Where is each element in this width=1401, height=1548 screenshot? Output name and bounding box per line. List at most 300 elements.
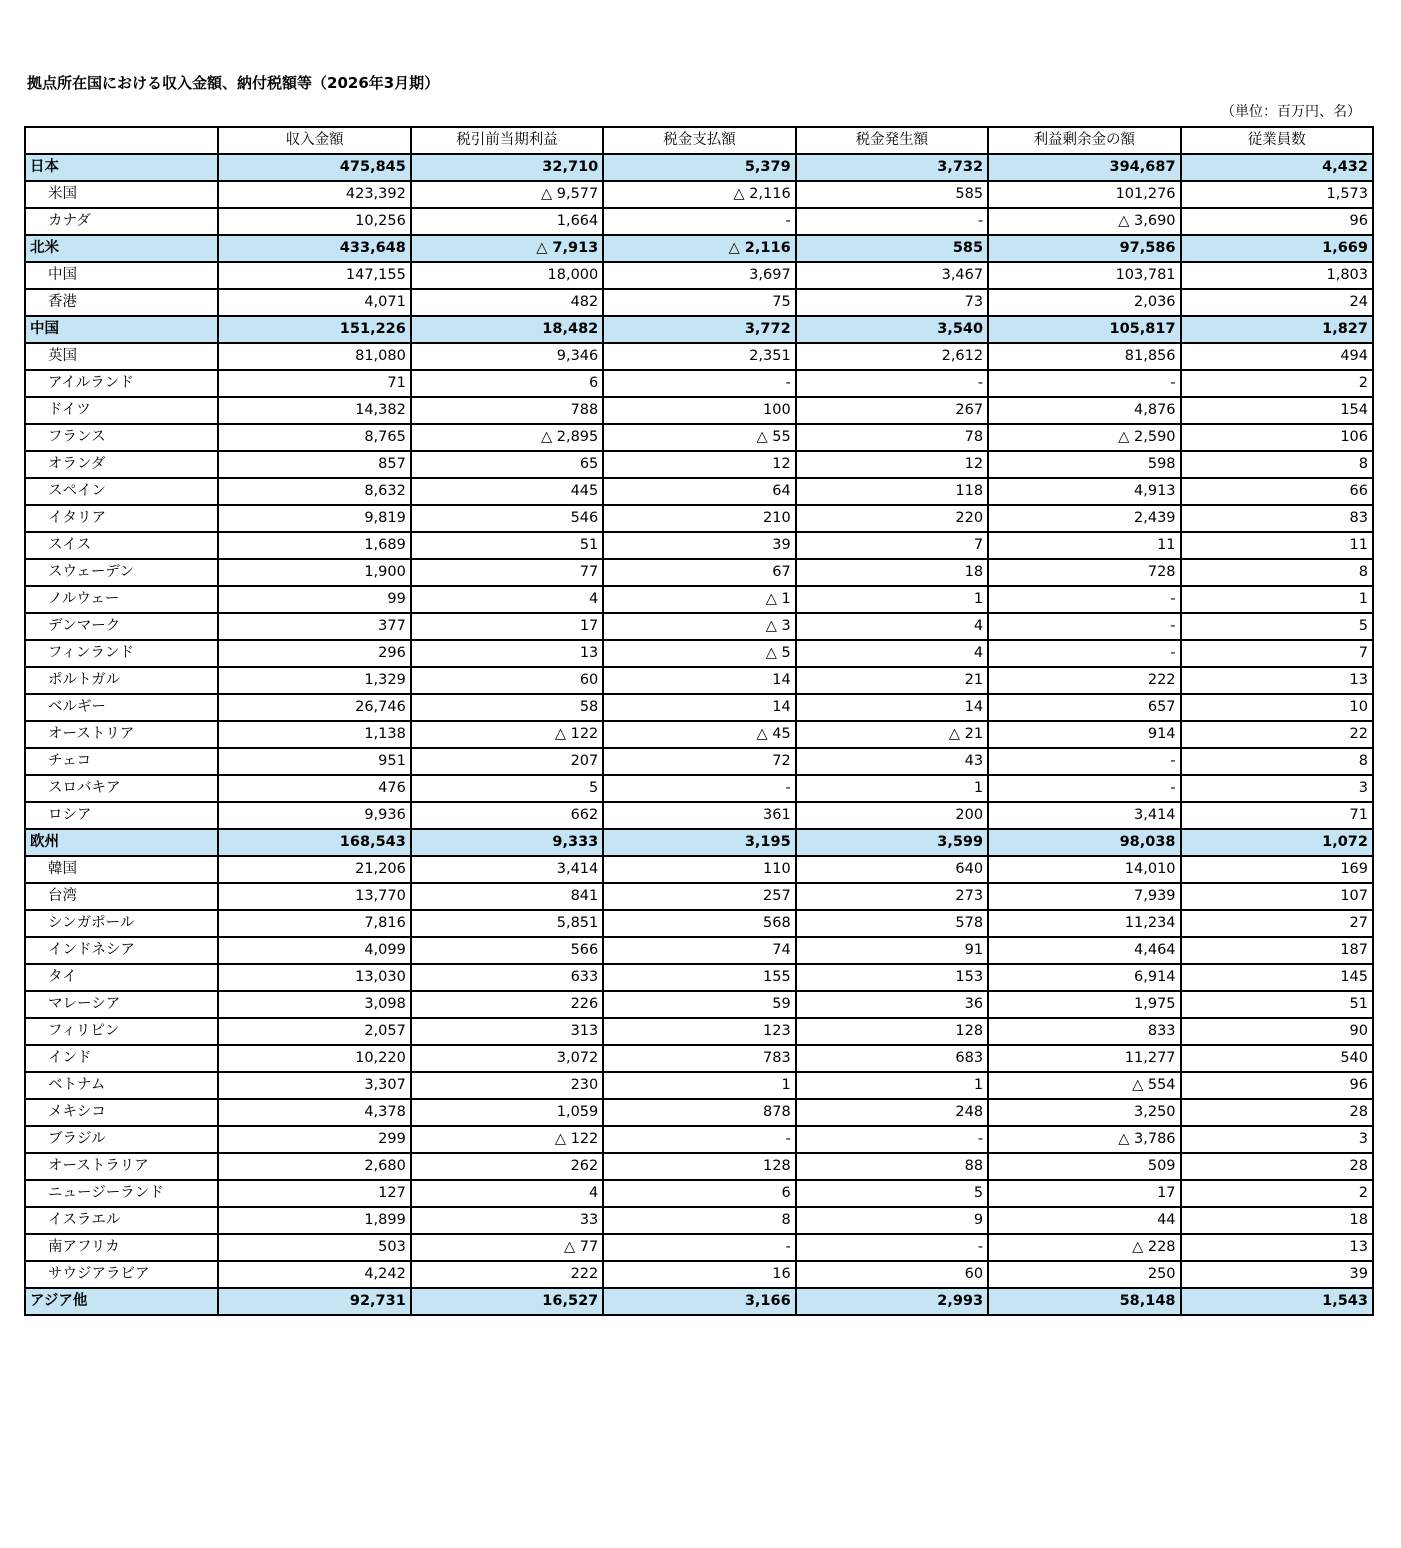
country-name: マレーシア [25, 991, 218, 1018]
cell-tax-accrued: 60 [796, 1261, 988, 1288]
cell-pretax-profit: △ 9,577 [411, 181, 603, 208]
cell-tax-paid: 3,772 [603, 316, 795, 343]
cell-retained-earnings: 4,876 [988, 397, 1180, 424]
cell-employees: 540 [1181, 1045, 1373, 1072]
cell-pretax-profit: 222 [411, 1261, 603, 1288]
cell-revenue: 503 [218, 1234, 410, 1261]
cell-tax-accrued: 14 [796, 694, 988, 721]
cell-pretax-profit: 18,482 [411, 316, 603, 343]
cell-tax-paid: 155 [603, 964, 795, 991]
cell-employees: 28 [1181, 1099, 1373, 1126]
table-row [25, 856, 1373, 883]
cell-tax-accrued: 21 [796, 667, 988, 694]
table-row [25, 505, 1373, 532]
cell-pretax-profit: 1,664 [411, 208, 603, 235]
cell-pretax-profit: △ 77 [411, 1234, 603, 1261]
cell-pretax-profit: 16,527 [411, 1288, 603, 1315]
cell-tax-paid: - [603, 1126, 795, 1153]
cell-retained-earnings: △ 3,786 [988, 1126, 1180, 1153]
cell-tax-paid: - [603, 775, 795, 802]
country-name: ベトナム [25, 1072, 218, 1099]
cell-revenue: 476 [218, 775, 410, 802]
cell-tax-accrued: △ 21 [796, 721, 988, 748]
cell-revenue: 1,689 [218, 532, 410, 559]
cell-tax-paid: 6 [603, 1180, 795, 1207]
cell-revenue: 168,543 [218, 829, 410, 856]
cell-tax-accrued: 2,993 [796, 1288, 988, 1315]
cell-employees: 10 [1181, 694, 1373, 721]
cell-retained-earnings: - [988, 775, 1180, 802]
cell-employees: 1,803 [1181, 262, 1373, 289]
cell-tax-paid: 14 [603, 694, 795, 721]
cell-tax-paid: 74 [603, 937, 795, 964]
cell-retained-earnings: 657 [988, 694, 1180, 721]
cell-tax-paid: - [603, 208, 795, 235]
country-name: 英国 [25, 343, 218, 370]
cell-revenue: 4,242 [218, 1261, 410, 1288]
cell-retained-earnings: 14,010 [988, 856, 1180, 883]
cell-pretax-profit: 60 [411, 667, 603, 694]
cell-tax-paid: △ 2,116 [603, 235, 795, 262]
cell-employees: 83 [1181, 505, 1373, 532]
cell-tax-accrued: 578 [796, 910, 988, 937]
table-row [25, 721, 1373, 748]
subtotal-row [25, 154, 1373, 181]
table-row [25, 667, 1373, 694]
cell-tax-accrued: 73 [796, 289, 988, 316]
subtotal-row [25, 1288, 1373, 1315]
cell-tax-paid: 361 [603, 802, 795, 829]
cell-tax-accrued: 200 [796, 802, 988, 829]
cell-revenue: 10,256 [218, 208, 410, 235]
cell-tax-paid: 75 [603, 289, 795, 316]
cell-employees: 1,573 [1181, 181, 1373, 208]
cell-revenue: 9,819 [218, 505, 410, 532]
cell-pretax-profit: 6 [411, 370, 603, 397]
cell-revenue: 3,307 [218, 1072, 410, 1099]
cell-revenue: 92,731 [218, 1288, 410, 1315]
cell-employees: 96 [1181, 208, 1373, 235]
cell-tax-accrued: 118 [796, 478, 988, 505]
cell-pretax-profit: 230 [411, 1072, 603, 1099]
cell-retained-earnings: 17 [988, 1180, 1180, 1207]
table-row [25, 262, 1373, 289]
table-row [25, 802, 1373, 829]
cell-tax-accrued: 248 [796, 1099, 988, 1126]
cell-employees: 13 [1181, 667, 1373, 694]
cell-retained-earnings: 4,464 [988, 937, 1180, 964]
region-name: 中国 [25, 316, 218, 343]
table-row [25, 586, 1373, 613]
cell-pretax-profit: △ 2,895 [411, 424, 603, 451]
cell-tax-accrued: 3,599 [796, 829, 988, 856]
country-name: フィンランド [25, 640, 218, 667]
country-tax-table [24, 126, 1374, 1316]
table-row [25, 208, 1373, 235]
country-name: ニュージーランド [25, 1180, 218, 1207]
cell-tax-accrued: 7 [796, 532, 988, 559]
cell-employees: 154 [1181, 397, 1373, 424]
country-name: スペイン [25, 478, 218, 505]
cell-pretax-profit: 32,710 [411, 154, 603, 181]
cell-tax-paid: △ 55 [603, 424, 795, 451]
cell-tax-paid: 100 [603, 397, 795, 424]
cell-revenue: 8,765 [218, 424, 410, 451]
cell-pretax-profit: 262 [411, 1153, 603, 1180]
header-retained-earnings: 利益剰余金の額 [988, 127, 1180, 154]
country-name: 台湾 [25, 883, 218, 910]
cell-retained-earnings: - [988, 640, 1180, 667]
header-employees: 従業員数 [1181, 127, 1373, 154]
header-tax-paid: 税金支払額 [603, 127, 795, 154]
cell-revenue: 857 [218, 451, 410, 478]
cell-employees: 2 [1181, 1180, 1373, 1207]
unit-label: （単位：百万円、名） [1221, 104, 1361, 120]
cell-revenue: 71 [218, 370, 410, 397]
table-row [25, 613, 1373, 640]
cell-tax-paid: 12 [603, 451, 795, 478]
cell-pretax-profit: 9,333 [411, 829, 603, 856]
cell-revenue: 147,155 [218, 262, 410, 289]
table-row [25, 559, 1373, 586]
cell-tax-accrued: 3,467 [796, 262, 988, 289]
cell-retained-earnings: - [988, 370, 1180, 397]
country-name: 韓国 [25, 856, 218, 883]
cell-tax-accrued: 1 [796, 1072, 988, 1099]
country-name: 南アフリカ [25, 1234, 218, 1261]
region-name: 日本 [25, 154, 218, 181]
cell-tax-paid: 3,195 [603, 829, 795, 856]
cell-pretax-profit: 788 [411, 397, 603, 424]
subtotal-row [25, 235, 1373, 262]
cell-retained-earnings: 105,817 [988, 316, 1180, 343]
cell-tax-paid: 257 [603, 883, 795, 910]
cell-revenue: 99 [218, 586, 410, 613]
cell-revenue: 475,845 [218, 154, 410, 181]
cell-revenue: 3,098 [218, 991, 410, 1018]
cell-revenue: 151,226 [218, 316, 410, 343]
cell-employees: 169 [1181, 856, 1373, 883]
cell-retained-earnings: - [988, 586, 1180, 613]
cell-retained-earnings: 97,586 [988, 235, 1180, 262]
cell-retained-earnings: 3,414 [988, 802, 1180, 829]
cell-employees: 107 [1181, 883, 1373, 910]
cell-revenue: 299 [218, 1126, 410, 1153]
cell-tax-accrued: 5 [796, 1180, 988, 1207]
cell-employees: 11 [1181, 532, 1373, 559]
cell-revenue: 296 [218, 640, 410, 667]
table-row [25, 910, 1373, 937]
cell-tax-paid: 878 [603, 1099, 795, 1126]
region-name: アジア他 [25, 1288, 218, 1315]
cell-pretax-profit: 546 [411, 505, 603, 532]
cell-tax-paid: 5,379 [603, 154, 795, 181]
table-row [25, 343, 1373, 370]
country-name: イスラエル [25, 1207, 218, 1234]
cell-tax-paid: 110 [603, 856, 795, 883]
cell-tax-accrued: 12 [796, 451, 988, 478]
region-name: 欧州 [25, 829, 218, 856]
cell-employees: 1,669 [1181, 235, 1373, 262]
cell-revenue: 4,378 [218, 1099, 410, 1126]
table-body [25, 154, 1373, 1315]
country-name: デンマーク [25, 613, 218, 640]
country-name: ドイツ [25, 397, 218, 424]
cell-revenue: 9,936 [218, 802, 410, 829]
cell-retained-earnings: 509 [988, 1153, 1180, 1180]
cell-retained-earnings: 103,781 [988, 262, 1180, 289]
cell-revenue: 21,206 [218, 856, 410, 883]
cell-pretax-profit: 13 [411, 640, 603, 667]
cell-employees: 187 [1181, 937, 1373, 964]
cell-revenue: 951 [218, 748, 410, 775]
cell-employees: 66 [1181, 478, 1373, 505]
country-name: メキシコ [25, 1099, 218, 1126]
cell-pretax-profit: 313 [411, 1018, 603, 1045]
cell-employees: 106 [1181, 424, 1373, 451]
cell-revenue: 377 [218, 613, 410, 640]
country-name: イタリア [25, 505, 218, 532]
cell-revenue: 2,680 [218, 1153, 410, 1180]
table-row [25, 181, 1373, 208]
table-row [25, 424, 1373, 451]
cell-pretax-profit: 58 [411, 694, 603, 721]
cell-pretax-profit: 226 [411, 991, 603, 1018]
cell-employees: 71 [1181, 802, 1373, 829]
cell-pretax-profit: 207 [411, 748, 603, 775]
cell-retained-earnings: △ 2,590 [988, 424, 1180, 451]
cell-pretax-profit: 4 [411, 586, 603, 613]
cell-tax-accrued: - [796, 1234, 988, 1261]
cell-tax-accrued: 585 [796, 235, 988, 262]
cell-employees: 145 [1181, 964, 1373, 991]
table-row [25, 964, 1373, 991]
cell-pretax-profit: 5 [411, 775, 603, 802]
cell-retained-earnings: 914 [988, 721, 1180, 748]
cell-pretax-profit: 33 [411, 1207, 603, 1234]
cell-pretax-profit: 18,000 [411, 262, 603, 289]
country-name: タイ [25, 964, 218, 991]
cell-tax-accrued: 1 [796, 586, 988, 613]
cell-employees: 8 [1181, 451, 1373, 478]
cell-pretax-profit: 3,414 [411, 856, 603, 883]
country-name: ベルギー [25, 694, 218, 721]
cell-pretax-profit: 633 [411, 964, 603, 991]
cell-revenue: 4,099 [218, 937, 410, 964]
table-row [25, 532, 1373, 559]
cell-pretax-profit: 445 [411, 478, 603, 505]
cell-tax-paid: 128 [603, 1153, 795, 1180]
table-row [25, 748, 1373, 775]
country-name: オーストラリア [25, 1153, 218, 1180]
cell-retained-earnings: - [988, 613, 1180, 640]
country-name: スウェーデン [25, 559, 218, 586]
cell-tax-paid: 1 [603, 1072, 795, 1099]
table-row [25, 289, 1373, 316]
cell-revenue: 81,080 [218, 343, 410, 370]
cell-retained-earnings: 101,276 [988, 181, 1180, 208]
cell-retained-earnings: 7,939 [988, 883, 1180, 910]
cell-employees: 3 [1181, 1126, 1373, 1153]
cell-pretax-profit: △ 122 [411, 1126, 603, 1153]
cell-tax-accrued: - [796, 208, 988, 235]
cell-tax-accrued: 153 [796, 964, 988, 991]
cell-pretax-profit: △ 122 [411, 721, 603, 748]
cell-employees: 27 [1181, 910, 1373, 937]
cell-retained-earnings: 250 [988, 1261, 1180, 1288]
cell-pretax-profit: 9,346 [411, 343, 603, 370]
cell-tax-paid: 2,351 [603, 343, 795, 370]
cell-employees: 494 [1181, 343, 1373, 370]
cell-employees: 18 [1181, 1207, 1373, 1234]
cell-tax-accrued: 683 [796, 1045, 988, 1072]
country-name: ロシア [25, 802, 218, 829]
cell-revenue: 7,816 [218, 910, 410, 937]
table-header-row [25, 127, 1373, 154]
country-name: 中国 [25, 262, 218, 289]
cell-employees: 4,432 [1181, 154, 1373, 181]
cell-tax-accrued: 88 [796, 1153, 988, 1180]
cell-tax-paid: 210 [603, 505, 795, 532]
cell-tax-accrued: 3,732 [796, 154, 988, 181]
cell-pretax-profit: 1,059 [411, 1099, 603, 1126]
country-name: インド [25, 1045, 218, 1072]
cell-tax-accrued: 36 [796, 991, 988, 1018]
country-name: アイルランド [25, 370, 218, 397]
country-name: インドネシア [25, 937, 218, 964]
cell-revenue: 1,899 [218, 1207, 410, 1234]
cell-tax-accrued: 4 [796, 613, 988, 640]
table-row [25, 991, 1373, 1018]
cell-tax-paid: 59 [603, 991, 795, 1018]
cell-tax-paid: - [603, 370, 795, 397]
region-name: 北米 [25, 235, 218, 262]
cell-employees: 7 [1181, 640, 1373, 667]
country-name: スロバキア [25, 775, 218, 802]
cell-revenue: 1,138 [218, 721, 410, 748]
cell-retained-earnings: 2,036 [988, 289, 1180, 316]
table-row [25, 1234, 1373, 1261]
cell-tax-paid: △ 45 [603, 721, 795, 748]
table-row [25, 478, 1373, 505]
cell-retained-earnings: 3,250 [988, 1099, 1180, 1126]
cell-employees: 1,072 [1181, 829, 1373, 856]
cell-tax-paid: 72 [603, 748, 795, 775]
cell-retained-earnings: 833 [988, 1018, 1180, 1045]
cell-employees: 39 [1181, 1261, 1373, 1288]
cell-retained-earnings: 11,234 [988, 910, 1180, 937]
cell-retained-earnings: 1,975 [988, 991, 1180, 1018]
cell-retained-earnings: 4,913 [988, 478, 1180, 505]
cell-tax-accrued: 273 [796, 883, 988, 910]
header-pretax-profit: 税引前当期利益 [411, 127, 603, 154]
country-name: ノルウェー [25, 586, 218, 613]
table-row [25, 775, 1373, 802]
table-row [25, 1099, 1373, 1126]
cell-retained-earnings: 2,439 [988, 505, 1180, 532]
cell-retained-earnings: 6,914 [988, 964, 1180, 991]
cell-revenue: 2,057 [218, 1018, 410, 1045]
cell-tax-accrued: - [796, 370, 988, 397]
table-row [25, 1207, 1373, 1234]
cell-pretax-profit: 65 [411, 451, 603, 478]
cell-revenue: 127 [218, 1180, 410, 1207]
cell-revenue: 4,071 [218, 289, 410, 316]
cell-tax-paid: 3,697 [603, 262, 795, 289]
cell-tax-paid: 8 [603, 1207, 795, 1234]
cell-tax-accrued: 3,540 [796, 316, 988, 343]
cell-employees: 96 [1181, 1072, 1373, 1099]
cell-pretax-profit: 77 [411, 559, 603, 586]
country-name: オランダ [25, 451, 218, 478]
cell-tax-paid: 14 [603, 667, 795, 694]
cell-tax-accrued: 585 [796, 181, 988, 208]
cell-tax-accrued: 78 [796, 424, 988, 451]
report-title: 拠点所在国における収入金額、納付税額等（2026年3月期） [27, 74, 440, 92]
cell-pretax-profit: 841 [411, 883, 603, 910]
cell-employees: 3 [1181, 775, 1373, 802]
cell-tax-paid: 16 [603, 1261, 795, 1288]
cell-retained-earnings: 11 [988, 532, 1180, 559]
cell-employees: 51 [1181, 991, 1373, 1018]
cell-tax-paid: △ 2,116 [603, 181, 795, 208]
cell-tax-accrued: 18 [796, 559, 988, 586]
country-name: ブラジル [25, 1126, 218, 1153]
cell-tax-accrued: 91 [796, 937, 988, 964]
cell-tax-paid: △ 1 [603, 586, 795, 613]
cell-employees: 13 [1181, 1234, 1373, 1261]
country-name: フィリピン [25, 1018, 218, 1045]
cell-pretax-profit: 482 [411, 289, 603, 316]
cell-retained-earnings: 44 [988, 1207, 1180, 1234]
cell-retained-earnings: △ 228 [988, 1234, 1180, 1261]
table-row [25, 640, 1373, 667]
cell-tax-accrued: 4 [796, 640, 988, 667]
cell-revenue: 8,632 [218, 478, 410, 505]
cell-tax-accrued: 220 [796, 505, 988, 532]
subtotal-row [25, 316, 1373, 343]
cell-revenue: 13,030 [218, 964, 410, 991]
cell-retained-earnings: 222 [988, 667, 1180, 694]
cell-employees: 1,827 [1181, 316, 1373, 343]
cell-tax-accrued: 267 [796, 397, 988, 424]
cell-revenue: 13,770 [218, 883, 410, 910]
cell-pretax-profit: 3,072 [411, 1045, 603, 1072]
cell-pretax-profit: 5,851 [411, 910, 603, 937]
country-name: サウジアラビア [25, 1261, 218, 1288]
cell-retained-earnings: 394,687 [988, 154, 1180, 181]
cell-revenue: 423,392 [218, 181, 410, 208]
cell-employees: 24 [1181, 289, 1373, 316]
cell-pretax-profit: 566 [411, 937, 603, 964]
cell-employees: 28 [1181, 1153, 1373, 1180]
cell-tax-accrued: 9 [796, 1207, 988, 1234]
table-row [25, 370, 1373, 397]
cell-retained-earnings: 81,856 [988, 343, 1180, 370]
country-name: スイス [25, 532, 218, 559]
cell-tax-accrued: 2,612 [796, 343, 988, 370]
cell-tax-accrued: - [796, 1126, 988, 1153]
country-name: 香港 [25, 289, 218, 316]
header-country [25, 127, 218, 154]
cell-tax-paid: 67 [603, 559, 795, 586]
country-name: 米国 [25, 181, 218, 208]
cell-tax-paid: △ 5 [603, 640, 795, 667]
table-row [25, 1180, 1373, 1207]
country-name: シンガポール [25, 910, 218, 937]
table-row [25, 1045, 1373, 1072]
cell-pretax-profit: 662 [411, 802, 603, 829]
